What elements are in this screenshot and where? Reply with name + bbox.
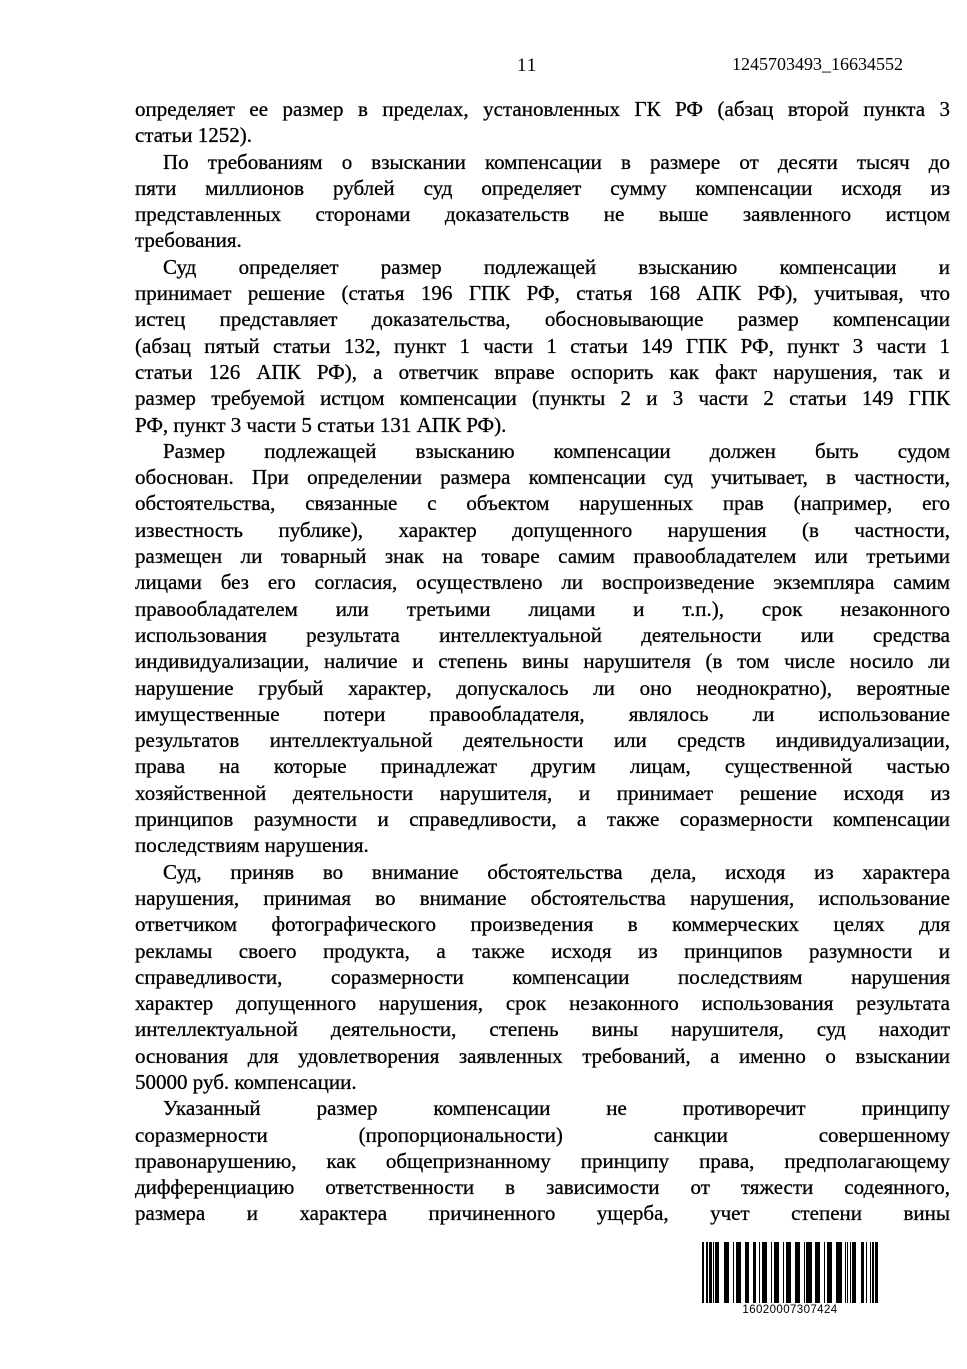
- text-line: нарушения, принимая во внимание обстоятельства нарушения, использование: [135, 885, 950, 910]
- text-line: Указанный размер компенсации не противоречит принципу: [163, 1096, 950, 1121]
- text-line: размер требуемой истцом компенсации (пункты 2 и 3 части 2 статьи 149 ГПК: [135, 386, 950, 411]
- text-line: представленных сторонами доказательств не выше заявленного истцом: [135, 202, 950, 227]
- text-line: пяти миллионов рублей суд определяет сумму компенсации исходя из: [135, 175, 950, 200]
- text-line: основания для удовлетворения заявленных требований, а именно о взыскании: [135, 1043, 950, 1068]
- text-line: размера и характера причиненного ущерба, учет степени вины: [135, 1201, 950, 1226]
- text-line: нарушение грубый характер, допускалось ли оно неоднократно), вероятные: [135, 675, 950, 700]
- paragraph: [135, 438, 950, 859]
- paragraph: [135, 859, 950, 1096]
- text-line: принципов разумности и справедливости, а также соразмерности компенсации: [135, 807, 950, 832]
- paragraph: [135, 149, 950, 254]
- text-line: принимает решение (статья 196 ГПК РФ, статья 168 АПК РФ), учитывая, что: [135, 281, 950, 306]
- text-line: статьи 126 АПК РФ), а ответчик вправе оспорить как факт нарушения, так и: [135, 359, 950, 384]
- document-id: 1245703493_16634552: [732, 54, 903, 74]
- paragraph: [135, 96, 950, 149]
- text-line: результатов интеллектуальной деятельности или средств индивидуализации,: [135, 728, 950, 753]
- barcode-bars: [702, 1242, 878, 1303]
- text-line: определяет ее размер в пределах, установленных ГК РФ (абзац второй пункта 3: [135, 97, 950, 121]
- text-line: интеллектуальной деятельности, степень вины нарушителя, суд находит: [135, 1017, 950, 1042]
- text-line: статьи 1252).: [135, 123, 253, 148]
- text-line: Размер подлежащей взысканию компенсации должен быть судом: [163, 438, 950, 463]
- text-line: использования результата интеллектуальной деятельности или средства: [135, 622, 950, 647]
- barcode-bar: [875, 1242, 878, 1303]
- text-line: справедливости, соразмерности компенсации последствиям нарушения: [135, 964, 950, 989]
- text-line: правообладателем или третьими лицами и т.п.), срок незаконного: [135, 596, 950, 621]
- text-line: истец представляет доказательства, обосновывающие размер компенсации: [135, 307, 950, 332]
- text-line: Суд определяет размер подлежащей взысканию компенсации и: [163, 254, 950, 279]
- text-line: права на которые принадлежат другим лицам, существенной частью: [135, 754, 950, 779]
- text-line: характер допущенного нарушения, срок незаконного использования результата: [135, 991, 950, 1016]
- paragraph: [135, 1095, 950, 1226]
- text-line: дифференциацию ответственности в зависимости от тяжести содеянного,: [135, 1175, 950, 1200]
- text-line: По требованиям о взыскании компенсации в размере от десяти тысяч до: [163, 149, 950, 174]
- text-line: рекламы своего продукта, а также исходя из принципов разумности и: [135, 938, 950, 963]
- text-line: обстоятельства, связанные с объектом нарушенных прав (например, его: [135, 491, 950, 516]
- text-line: размещен ли товарный знак на товаре самим правообладателем или третьими: [135, 544, 950, 569]
- text-line: правонарушению, как общепризнанному принципу права, предполагающему: [135, 1148, 950, 1173]
- page-number: 11: [517, 55, 538, 76]
- text-line: хозяйственной деятельности нарушителя, и принимает решение исходя из: [135, 780, 950, 805]
- text-line: требования.: [135, 228, 242, 253]
- text-line: ответчиком фотографического произведения в коммерческих целях для: [135, 912, 950, 937]
- text-line: (абзац пятый статьи 132, пункт 1 части 1 статьи 149 ГПК РФ, пункт 3 части 1: [135, 333, 950, 358]
- text-line: соразмерности (пропорциональности) санкции совершенному: [135, 1122, 950, 1147]
- paragraph: [135, 254, 950, 438]
- barcode-number: 16020007307424: [742, 1304, 838, 1316]
- text-line: индивидуализации, наличие и степень вины нарушителя (в том числе носило ли: [135, 649, 950, 674]
- text-line: имущественные потери правообладателя, являлось ли использование: [135, 701, 950, 726]
- text-line: обоснован. При определении размера компенсации суд учитывает, в частности,: [135, 465, 950, 490]
- text-line: известность публике), характер допущенного нарушения (в частности,: [135, 517, 950, 542]
- text-line: Суд, приняв во внимание обстоятельства дела, исходя из характера: [163, 859, 950, 884]
- text-line: РФ, пункт 3 части 5 статьи 131 АПК РФ).: [135, 412, 507, 437]
- text-line: лицами без его согласия, осуществлено ли воспроизведение экземпляра самим: [135, 570, 950, 595]
- document-body: [135, 96, 950, 1227]
- barcode: [702, 1242, 878, 1316]
- text-line: 50000 руб. компенсации.: [135, 1069, 357, 1094]
- text-line: последствиям нарушения.: [135, 833, 369, 858]
